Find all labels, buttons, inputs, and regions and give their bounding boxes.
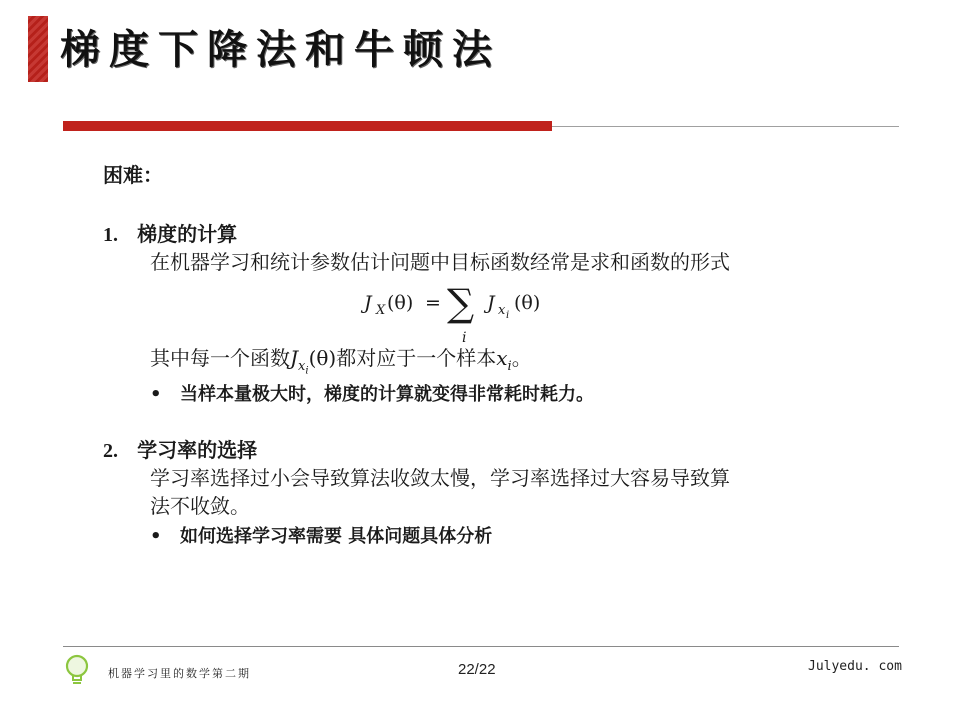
item2-bullet-text: 如何选择学习率需要 具体问题具体分析 <box>180 526 493 547</box>
item2-heading: 学习率的选择 <box>137 438 258 462</box>
item1-bullet <box>150 380 594 406</box>
item1-line2-sub <box>298 359 309 377</box>
item1-line2-sub-x: x <box>298 359 306 374</box>
bullet-dot: • <box>150 384 162 405</box>
item1-line2-text-a: 其中每一个函数 <box>150 346 290 370</box>
item1-heading-row <box>103 218 237 247</box>
item1-line2-arg: (θ) <box>308 346 337 370</box>
item1-line2-end: 。 <box>511 346 532 370</box>
item1-line2 <box>150 342 532 377</box>
lightbulb-icon <box>64 654 90 688</box>
item1-bullet-text: 当样本量极大时，梯度的计算就变得非常耗时耗力。 <box>180 384 594 405</box>
formula-sum-index: i <box>462 330 467 346</box>
formula-lhs-arg: (θ) <box>387 292 414 314</box>
slide-title: 梯度下降法和牛顿法 <box>60 26 501 73</box>
formula-lhs-j: J <box>364 292 372 314</box>
item1-number: 1. <box>103 224 118 246</box>
footer-course-name: 机器学习里的数学第二期 <box>108 667 251 680</box>
item2-heading-row <box>103 434 257 463</box>
item1-line2-subsub: i <box>305 365 309 377</box>
formula-rhs-subsub: i <box>506 310 510 321</box>
item1-line1: 在机器学习和统计参数估计问题中目标函数经常是求和函数的形式 <box>150 250 730 274</box>
item1-line2-xsub: i <box>507 359 512 374</box>
page-number: 22/22 <box>458 661 496 678</box>
item2-number: 2. <box>103 440 118 462</box>
bullet-dot: • <box>150 526 162 547</box>
formula-sigma: ∑ <box>447 281 475 325</box>
footer-rule <box>63 646 899 647</box>
item2-bullet <box>150 522 492 548</box>
item1-line2-x: x <box>496 346 508 370</box>
formula-rhs-sub: x <box>498 303 506 318</box>
formula-rhs-j: J <box>487 292 495 314</box>
sum-formula <box>0 278 957 348</box>
formula-lhs-sub: X <box>376 303 386 318</box>
item2-line2: 法不收敛。 <box>150 494 250 518</box>
item1-line2-text-b: 都对应于一个样本 <box>336 346 497 370</box>
item1-line2-j: J <box>290 346 299 370</box>
difficulty-label: 困难： <box>103 163 163 187</box>
item2-line1: 学习率选择过小会导致算法收敛太慢，学习率选择过大容易导致算 <box>150 466 730 490</box>
formula-equals: = <box>425 292 441 314</box>
formula-rhs-arg: (θ) <box>514 292 541 314</box>
item1-heading: 梯度的计算 <box>137 222 238 246</box>
footer-site: Julyedu. com <box>808 659 902 674</box>
